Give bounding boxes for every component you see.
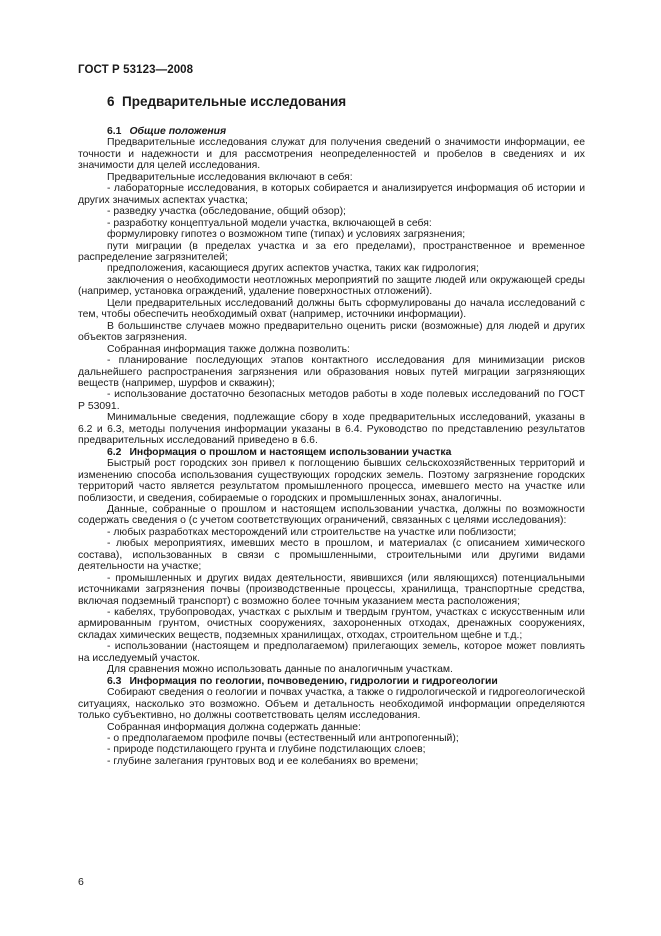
list-item: - о предполагаемом профиле почвы (естественный или антропогенный); [107,733,459,745]
paragraph: Предварительные исследования включают в себя: [107,171,353,183]
paragraph: Собранная информация также должна позволить: [107,343,350,355]
subsection-heading [78,676,585,687]
list-item: - использование достаточно безопасных методов работы в ходе полевых исследований по ГОСТ Р 53091. [78,389,585,412]
list-item: - промышленных и других видах деятельности, явившихся (или являющихся) потенциальными источниками загрязнения почвы (производственные процессы, хранилища, транспортные средства, включая подземный транспорт) с возможно более точным указанием места расположения; [78,572,585,607]
list-item: - глубине залегания грунтовых вод и ее колебаниях во времени; [107,755,419,767]
list-item: - любых мероприятиях, имевших место в прошлом, и материалах (с описанием химического состава), использованных в связи с промышленными, строительными или другими видами деятельности на участке; [78,538,585,573]
list-item: - использовании (настоящем и предполагаемом) прилегающих земель, которое может повлиять на исследуемый участок. [78,641,585,664]
section-number: 6 [107,94,115,109]
list-item: - разработку концептуальной модели участка, включающей в себя: [107,217,432,229]
subsection-title: Информация по геологии, почвоведению, гидрологии и гидрогеологии [129,675,498,687]
list-item: - любых разработках месторождений или строительстве на участке или поблизости; [107,526,517,538]
list-item: - разведку участка (обследование, общий обзор); [107,206,346,218]
paragraph: формулировку гипотез о возможном типе (типах) и условиях загрязнения; [107,229,466,241]
standard-header: ГОСТ Р 53123—2008 [78,64,194,76]
subsection-number: 6.2 [107,446,122,458]
list-item: - кабелях, трубопроводах, участках с рыхлым и твердым грунтом, участках с искусственным или армированным грунтом, очистных сооружениях, захороненных отходах, дренажных сооружениях, складах химических веществ, подземных хранилищах, отходах, строительном щебне и т.д.; [78,607,585,641]
paragraph: Минимальные сведения, подлежащие сбору в ходе предварительных исследований, указаны в 6.2 и 6.3, методы получения информации указаны в 6.4. Руководство по представлению результатов предварительных исследований приведено в 6.6. [78,412,585,447]
document-body [78,126,585,767]
paragraph: заключения о необходимости неотложных мероприятий по защите людей или окружающей среды (например, установка ограждений, удаление поверхностных отложений). [78,274,585,298]
paragraph: предположения, касающиеся других аспектов участка, таких как гидрология; [107,263,479,275]
subsection-number: 6.1 [107,126,122,137]
paragraph: Данные, собранные о прошлом и настоящем использовании участка, должны по возможности содержать сведения о (с учетом соответствующих ограничений, связанных с целями исследования): [78,503,585,527]
paragraph: Предварительные исследования служат для получения сведений о значимости информации, ее точности и надежности и для рассмотрения неопределенностей и пробелов в сведениях и их значимости для целей исследования. [78,137,585,172]
paragraph: В большинстве случаев можно предварительно оценить риски (возможные) для людей и других объектов загрязнения. [78,320,585,344]
section-title: Предварительные исследования [122,94,347,109]
list-item: - планирование последующих этапов контактного исследования для минимизации рисков дальнейшего распространения загрязнения или образования новых путей миграции загрязняющих веществ (например, шурфов и скважин); [78,355,585,389]
paragraph: Цели предварительных исследований должны быть сформулированы до начала исследований с тем, чтобы обеспечить необходимый охват (например, источники информации). [78,297,585,321]
paragraph: Для сравнения можно использовать данные по аналогичным участкам. [107,664,453,676]
subsection-number: 6.3 [107,675,122,687]
paragraph: Собранная информация должна содержать данные: [107,721,361,733]
paragraph: пути миграции (в пределах участка и за его пределами), пространственное и временное распределение загрязнителей; [78,240,585,263]
paragraph: Собирают сведения о геологии и почвах участка, а также о гидрологической и гидрогеологической ситуациях, насколько это возможно. Объем и детальность необходимой информации определяются только субъективно, но должны соответствовать целям исследования. [78,687,585,722]
subsection-title: Информация о прошлом и настоящем использовании участка [129,446,452,458]
section-heading [107,94,346,109]
list-item: - лабораторные исследования, в которых собирается и анализируется информация об истории и других значимых аспектах участка; [78,183,585,206]
subsection-heading [78,126,585,137]
paragraph: Быстрый рост городских зон привел к поглощению бывших сельскохозяйственных территорий и изменению способа использования существующих городских земель. Поэтому загрязнение городских территорий часто является результатом промышленного процесса, имевшего место на участке или поблизости, и сведения, собираемые о городских и промышленных зонах, аналогичны. [78,458,585,504]
subsection-title: Общие положения [129,126,227,137]
page-number: 6 [78,876,84,888]
subsection-heading [78,447,585,458]
list-item: - природе подстилающего грунта и глубине подстилающих слоев; [107,744,426,756]
